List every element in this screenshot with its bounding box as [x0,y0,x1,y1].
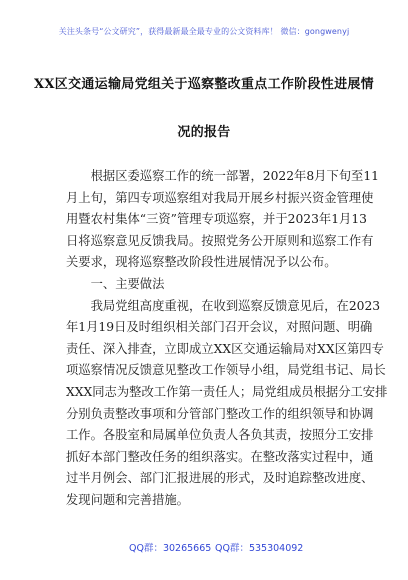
section-heading-text: 一、主要做法 [90,276,165,291]
paragraph-2-line: 抓好本部门整改任务的组织落实。在整改落实过程中，通 [66,449,374,464]
paragraph-1-line: 用暨农村集体“三资”管理专项巡察，并于2023年1月13 [66,212,367,227]
paragraph-1-line: 月上旬，第四专项巡察组对我局开展乡村振兴资金管理使 [66,190,374,205]
paragraph-2-line: 工作。各股室和局属单位负责人各负其责，按照分工安排 [66,428,374,443]
paragraph-2 [66,296,388,512]
document-body [66,166,388,512]
paragraph-2-line: 我局党组高度重视，在收到巡察反馈意见后，在2023 [90,298,381,313]
paragraph-2-line: 过半月例会、部门汇报进展的形式，及时追踪整改进度、 [66,471,374,486]
paragraph-2-line: 年1月19日及时组织相关部门召开会议，对照问题、明确 [66,320,373,335]
paragraph-2-line: XXX同志为整改工作第一责任人；局党组成员根据分工安排 [66,384,388,399]
paragraph-2-line: 发现问题和完善措施。 [66,492,189,507]
paragraph-2-line: 分别负责整改事项和分管部门整改工作的组织领导和协调 [66,406,374,421]
paragraph-1-line: 关要求，现将巡察整改阶段性进展情况予以公布。 [66,255,337,270]
paragraph-1-line: 根据区委巡察工作的统一部署，2022年8月下旬至11 [90,169,380,183]
header-banner: 关注头条号“公文研究”，获得最新最全最专业的公文资料库！ 微信：gongwenyj [58,27,350,36]
section-1-heading [66,274,366,296]
paragraph-1-line: 日将巡察意见反馈我局。按照党务公开原则和巡察工作有 [66,233,374,248]
footer-qq-group-1: QQ群：30265665 [129,543,212,554]
document-title-line-1: XX区交通运输局党组关于巡察整改重点工作阶段性进展情 [34,77,374,92]
paragraph-2-line: 责任、深入排查，立即成立XX区交通运输局对XX区第四专 [66,341,384,356]
paragraph-2-line: 项巡察情况反馈意见整改工作领导小组，局党组书记、局长 [66,363,386,378]
document-title-line-2: 况的报告 [177,125,231,140]
paragraph-1 [66,166,380,274]
footer-qq-group-2: QQ群：535304092 [215,543,304,554]
